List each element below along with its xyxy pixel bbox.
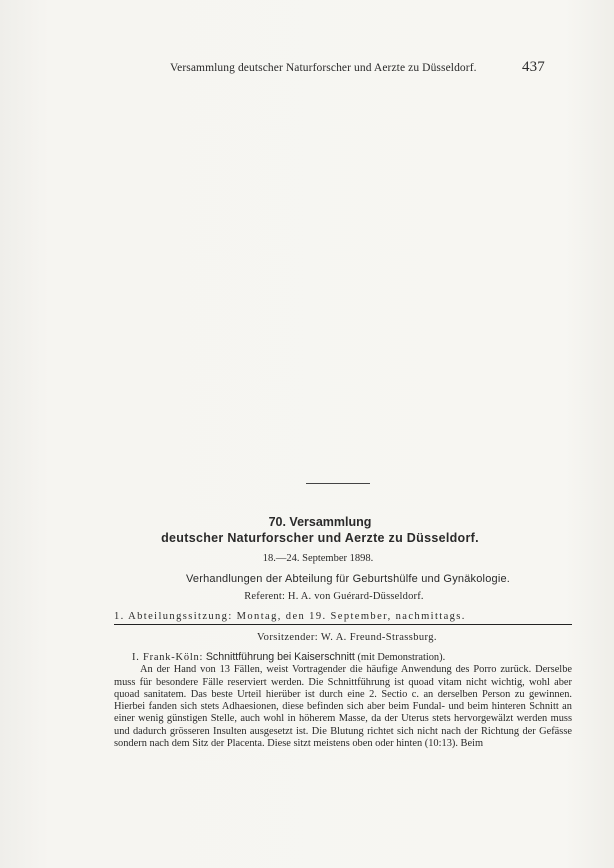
running-head <box>170 59 590 75</box>
referent-line: Referent: H. A. von Guérard-Düsseldorf. <box>244 591 424 602</box>
talk-speaker: I. Frank-Köln: <box>132 652 204 663</box>
chair-line: Vorsitzender: W. A. Freund-Strassburg. <box>257 632 437 643</box>
running-head-title: Versammlung deutscher Naturforscher und Aerzte zu Düsseldorf. <box>170 62 477 74</box>
talk-title: Schnittführung bei Kaiserschnitt <box>205 651 355 663</box>
body-paragraph: An der Hand von 13 Fällen, weist Vortragender die häufige Anwendung des Porro zurück. Derselbe muss für besondere Fälle reserviert werden. Die Schnittführung ist quoad vitam nicht wichtig, wohl aber quoad sanitatem. Das beste Urteil hierüber ist durch eine 2. Sectio c. an derselben Person zu gewinnen. Hierbei fanden sich stets Adhaesionen, diese befinden sich aber beim Fundal- und beim hinteren Schnitt an einer wenig günstigen Stelle, auch wohl in höherem Masse, da der Uterus stets hervorgewälzt werden muss und dadurch grösseren Insulten ausgesetzt ist. Die Blutung richtet sich nicht nach der Richtung der Gefässe sondern nach dem Sitz der Placenta. Diese sitzt meistens oben oder hinten (10:13). Beim <box>114 664 572 750</box>
section-divider <box>306 483 370 484</box>
section-heading: Verhandlungen der Abteilung für Geburtshülfe und Gynäkologie. <box>185 573 511 585</box>
article-body <box>114 651 572 750</box>
page-number: 437 <box>522 59 545 75</box>
talk-heading <box>114 651 572 664</box>
talk-note: (mit Demonstration). <box>357 652 446 663</box>
meeting-dates: 18.—24. September 1898. <box>262 553 374 564</box>
session-line: 1. Abteilungssitzung: Montag, den 19. September, nachmittags. <box>114 611 572 625</box>
meeting-subtitle: deutscher Naturforscher und Aerzte zu Düsseldorf. <box>161 531 479 545</box>
meeting-title: 70. Versammlung <box>268 515 372 529</box>
